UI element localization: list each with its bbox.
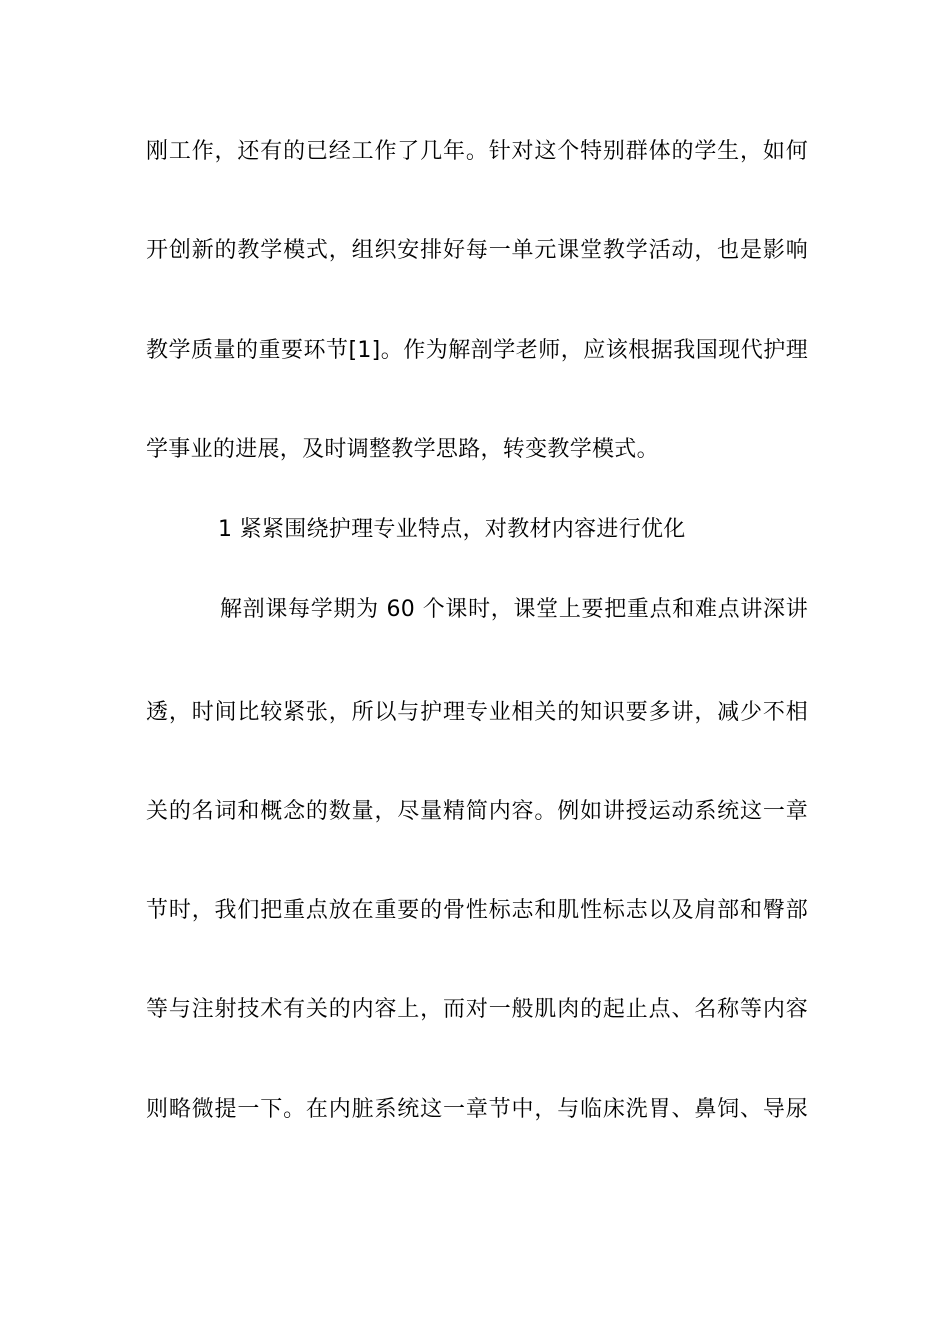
paragraph-line: 节时，我们把重点放在重要的骨性标志和肌性标志以及肩部和臀部	[146, 898, 808, 923]
paragraph-line: 则略微提一下。在内脏系统这一章节中，与临床洗胃、鼻饲、导尿	[146, 1097, 808, 1122]
paragraph-line: 解剖课每学期为 60 个课时，课堂上要把重点和难点讲深讲	[220, 597, 808, 622]
paragraph-line: 刚工作，还有的已经工作了几年。针对这个特别群体的学生，如何	[146, 139, 808, 164]
paragraph-line: 教学质量的重要环节[1]。作为解剖学老师，应该根据我国现代护理	[146, 338, 808, 363]
paragraph-line: 学事业的进展，及时调整教学思路，转变教学模式。	[146, 437, 659, 462]
paragraph-line: 开创新的教学模式，组织安排好每一单元课堂教学活动，也是影响	[146, 238, 808, 263]
paragraph-line: 关的名词和概念的数量，尽量精简内容。例如讲授运动系统这一章	[146, 799, 808, 824]
paragraph-line: 等与注射技术有关的内容上，而对一般肌肉的起止点、名称等内容	[146, 997, 808, 1022]
section-heading: 1 紧紧围绕护理专业特点，对教材内容进行优化	[218, 517, 686, 542]
paragraph-line: 透，时间比较紧张，所以与护理专业相关的知识要多讲，减少不相	[146, 700, 808, 725]
